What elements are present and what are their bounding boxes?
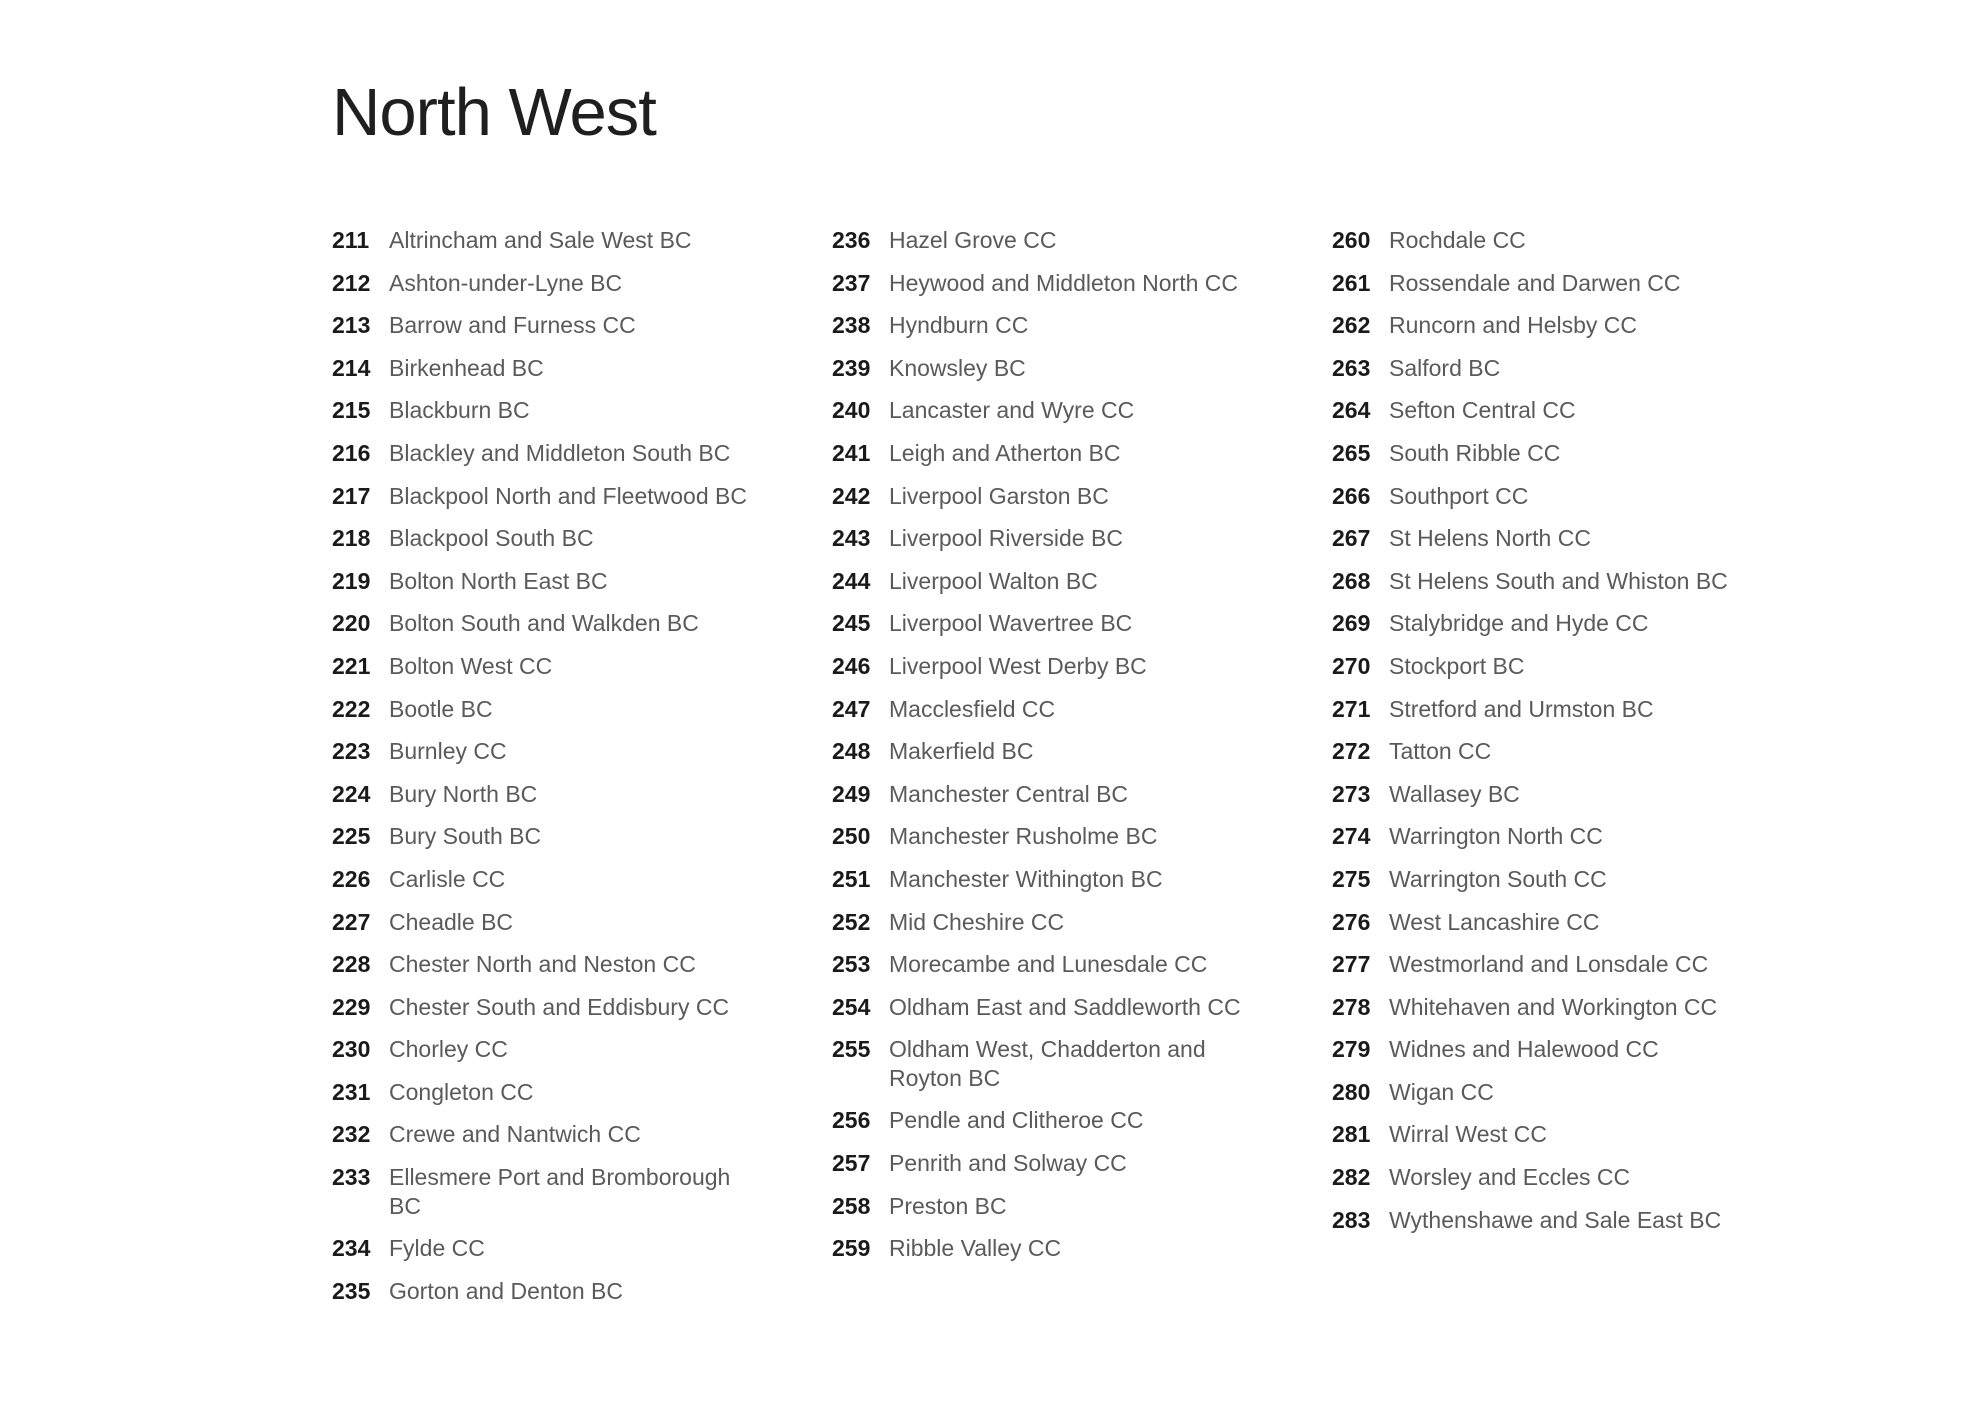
constituency-name: Rossendale and Darwen CC <box>1389 269 1681 296</box>
constituency-number: 229 <box>332 993 371 1020</box>
constituency-number: 211 <box>332 227 370 253</box>
list-item <box>832 865 1312 894</box>
constituency-number: 217 <box>332 482 371 509</box>
list-item <box>332 822 812 851</box>
constituency-number: 255 <box>832 1036 871 1063</box>
constituency-name: Bury South BC <box>389 823 542 850</box>
constituency-number: 260 <box>1332 227 1371 253</box>
list-item <box>832 609 1312 638</box>
constituency-number: 214 <box>332 354 371 381</box>
list-item <box>332 737 812 766</box>
constituency-number: 279 <box>1332 1036 1371 1063</box>
constituency-name: Birkenhead BC <box>389 354 544 381</box>
constituency-name: South Ribble CC <box>1389 439 1561 466</box>
list-item <box>1332 567 1812 596</box>
list-item <box>332 567 812 596</box>
constituency-number: 213 <box>332 312 371 339</box>
constituency-number: 228 <box>332 951 371 978</box>
constituency-number: 278 <box>1332 993 1371 1020</box>
constituency-column-2 <box>832 226 1312 1277</box>
list-item <box>332 950 812 979</box>
constituency-name: Lancaster and Wyre CC <box>889 397 1135 424</box>
list-item <box>832 396 1312 425</box>
list-item <box>1332 609 1812 638</box>
constituency-number: 230 <box>332 1036 371 1063</box>
list-item <box>832 1106 1312 1135</box>
constituency-name: Preston BC <box>889 1192 1007 1219</box>
constituency-number: 235 <box>332 1277 371 1304</box>
constituency-number: 225 <box>332 823 371 850</box>
constituency-name: Oldham West, Chadderton and Royton BC <box>889 1036 1206 1091</box>
list-item <box>832 1234 1312 1263</box>
constituency-name: Blackpool South BC <box>389 525 594 552</box>
list-item <box>832 567 1312 596</box>
list-item <box>1332 226 1812 255</box>
list-item <box>832 1149 1312 1178</box>
list-item <box>832 737 1312 766</box>
constituency-number: 268 <box>1332 567 1371 594</box>
constituency-name: Altrincham and Sale West BC <box>389 227 692 253</box>
constituency-number: 244 <box>832 567 871 594</box>
constituency-number: 261 <box>1332 269 1371 296</box>
constituency-number: 242 <box>832 482 871 509</box>
constituency-name: Carlisle CC <box>389 865 506 892</box>
list-item <box>1332 524 1812 553</box>
constituency-number: 259 <box>832 1235 871 1262</box>
constituency-number: 276 <box>1332 908 1371 935</box>
list-item <box>1332 482 1812 511</box>
constituency-name: Macclesfield CC <box>889 695 1056 722</box>
constituency-name: Blackpool North and Fleetwood BC <box>389 482 747 509</box>
constituency-name: Tatton CC <box>1389 738 1492 765</box>
constituency-number: 272 <box>1332 738 1371 765</box>
constituency-name: Cheadle BC <box>389 908 514 935</box>
list-item <box>332 524 812 553</box>
list-item <box>332 609 812 638</box>
constituency-name: Southport CC <box>1389 482 1529 509</box>
constituency-name: Pendle and Clitheroe CC <box>889 1107 1144 1134</box>
constituency-number: 280 <box>1332 1078 1371 1105</box>
list-item <box>1332 354 1812 383</box>
constituency-number: 212 <box>332 269 371 296</box>
list-item <box>332 652 812 681</box>
list-item <box>332 908 812 937</box>
constituency-number: 249 <box>832 780 871 807</box>
constituency-number: 271 <box>1332 695 1371 722</box>
list-item <box>832 993 1312 1022</box>
constituency-number: 239 <box>832 354 871 381</box>
constituency-number: 277 <box>1332 951 1371 978</box>
constituency-name: Runcorn and Helsby CC <box>1389 312 1638 339</box>
list-item <box>332 1035 812 1064</box>
constituency-name: Knowsley BC <box>889 354 1026 381</box>
constituency-number: 231 <box>332 1078 371 1105</box>
constituency-name: Sefton Central CC <box>1389 397 1576 424</box>
constituency-name: St Helens North CC <box>1389 525 1591 552</box>
list-item <box>832 908 1312 937</box>
constituency-number: 265 <box>1332 439 1371 466</box>
constituency-name: Ribble Valley CC <box>889 1235 1062 1262</box>
constituency-name: Liverpool Wavertree BC <box>889 610 1133 637</box>
list-item <box>1332 1206 1812 1235</box>
list-item <box>1332 1163 1812 1192</box>
list-item <box>1332 908 1812 937</box>
constituency-name: Bolton North East BC <box>389 567 608 594</box>
list-item <box>332 695 812 724</box>
list-item <box>1332 1120 1812 1149</box>
list-item <box>1332 993 1812 1022</box>
constituency-name: Wythenshawe and Sale East BC <box>1389 1206 1722 1233</box>
list-item <box>332 439 812 468</box>
list-item <box>1332 396 1812 425</box>
constituency-name: Warrington North CC <box>1389 823 1603 850</box>
constituency-name: Makerfield BC <box>889 738 1034 765</box>
list-item <box>332 1120 812 1149</box>
constituency-number: 248 <box>832 738 871 765</box>
list-item <box>832 524 1312 553</box>
list-item <box>332 1078 812 1107</box>
constituency-name: Chorley CC <box>389 1036 508 1063</box>
list-item <box>832 354 1312 383</box>
list-item <box>332 311 812 340</box>
constituency-name: St Helens South and Whiston BC <box>1389 567 1728 594</box>
constituency-name: Blackburn BC <box>389 397 530 424</box>
constituency-number: 247 <box>832 695 871 722</box>
constituency-number: 240 <box>832 397 871 424</box>
constituency-name: Liverpool West Derby BC <box>889 652 1147 679</box>
constituency-name: Manchester Central BC <box>889 780 1129 807</box>
constituency-number: 216 <box>332 439 371 466</box>
constituency-name: Hyndburn CC <box>889 312 1029 339</box>
list-item <box>832 311 1312 340</box>
constituency-number: 243 <box>832 525 871 552</box>
constituency-name: Warrington South CC <box>1389 865 1607 892</box>
constituency-number: 254 <box>832 993 871 1020</box>
list-item <box>332 226 812 255</box>
constituency-number: 282 <box>1332 1164 1371 1191</box>
constituency-number: 274 <box>1332 823 1371 850</box>
constituency-number: 253 <box>832 951 871 978</box>
constituency-name: Whitehaven and Workington CC <box>1389 993 1718 1020</box>
constituency-name: Oldham East and Saddleworth CC <box>889 993 1241 1020</box>
list-item <box>1332 1078 1812 1107</box>
constituency-name: Liverpool Riverside BC <box>889 525 1123 552</box>
constituency-name: Mid Cheshire CC <box>889 908 1065 935</box>
constituency-number: 266 <box>1332 482 1371 509</box>
constituency-name: Fylde CC <box>389 1235 485 1262</box>
constituency-name: Crewe and Nantwich CC <box>389 1121 641 1148</box>
constituency-number: 252 <box>832 908 871 935</box>
list-item <box>332 354 812 383</box>
constituency-name: Blackley and Middleton South BC <box>389 439 731 466</box>
list-item <box>1332 695 1812 724</box>
list-item <box>1332 780 1812 809</box>
constituency-name: Rochdale CC <box>1389 227 1526 253</box>
constituency-name: Bootle BC <box>389 695 493 722</box>
constituency-number: 262 <box>1332 312 1371 339</box>
constituency-number: 258 <box>832 1192 871 1219</box>
list-item <box>1332 950 1812 979</box>
constituency-name: Salford BC <box>1389 354 1501 381</box>
constituency-name: Bury North BC <box>389 780 538 807</box>
constituency-name: Worsley and Eccles CC <box>1389 1164 1631 1191</box>
constituency-number: 257 <box>832 1149 871 1176</box>
constituency-number: 264 <box>1332 397 1371 424</box>
constituency-number: 251 <box>832 865 871 892</box>
constituency-name: Gorton and Denton BC <box>389 1277 623 1304</box>
constituency-name: Manchester Withington BC <box>889 865 1163 892</box>
constituency-number: 219 <box>332 567 371 594</box>
constituency-name: Liverpool Walton BC <box>889 567 1098 594</box>
constituency-name: Heywood and Middleton North CC <box>889 269 1239 296</box>
constituency-name: Morecambe and Lunesdale CC <box>889 951 1208 978</box>
list-item <box>832 652 1312 681</box>
constituency-column-1 <box>332 226 812 1319</box>
constituency-number: 273 <box>1332 780 1371 807</box>
constituency-name: Bolton West CC <box>389 652 553 679</box>
list-item <box>332 1234 812 1263</box>
constituency-number: 256 <box>832 1107 871 1134</box>
list-item <box>332 1163 812 1220</box>
list-item <box>832 695 1312 724</box>
constituency-name: Hazel Grove CC <box>889 227 1057 253</box>
list-item <box>832 950 1312 979</box>
constituency-name: Westmorland and Lonsdale CC <box>1389 951 1709 978</box>
list-item <box>1332 822 1812 851</box>
constituency-number: 221 <box>332 652 371 679</box>
constituency-name: Penrith and Solway CC <box>889 1149 1127 1176</box>
constituency-name: Stretford and Urmston BC <box>1389 695 1654 722</box>
list-item <box>332 780 812 809</box>
constituency-number: 236 <box>832 227 871 253</box>
constituency-number: 226 <box>332 865 371 892</box>
constituency-name: Wallasey BC <box>1389 780 1520 807</box>
constituency-name: Liverpool Garston BC <box>889 482 1109 509</box>
list-item <box>832 482 1312 511</box>
list-item <box>1332 1035 1812 1064</box>
constituency-number: 218 <box>332 525 371 552</box>
constituency-name: Wirral West CC <box>1389 1121 1548 1148</box>
constituency-number: 270 <box>1332 652 1371 679</box>
list-item <box>332 396 812 425</box>
constituency-number: 275 <box>1332 865 1371 892</box>
list-item <box>832 226 1312 255</box>
constituency-number: 223 <box>332 738 371 765</box>
list-item <box>332 993 812 1022</box>
constituency-number: 283 <box>1332 1206 1371 1233</box>
constituency-name: Chester North and Neston CC <box>389 951 696 978</box>
constituency-number: 263 <box>1332 354 1371 381</box>
list-item <box>332 1277 812 1306</box>
constituency-name: Stockport BC <box>1389 652 1525 679</box>
constituency-number: 250 <box>832 823 871 850</box>
list-item <box>1332 865 1812 894</box>
list-item <box>1332 737 1812 766</box>
constituency-number: 238 <box>832 312 871 339</box>
list-item <box>1332 311 1812 340</box>
list-item <box>1332 269 1812 298</box>
constituency-number: 220 <box>332 610 371 637</box>
constituency-name: Barrow and Furness CC <box>389 312 636 339</box>
list-item <box>832 1192 1312 1221</box>
constituency-number: 267 <box>1332 525 1371 552</box>
list-item <box>832 822 1312 851</box>
constituency-number: 215 <box>332 397 371 424</box>
constituency-name: Widnes and Halewood CC <box>1389 1036 1659 1063</box>
list-item <box>832 1035 1312 1092</box>
constituency-number: 222 <box>332 695 371 722</box>
constituency-name: Ashton-under-Lyne BC <box>389 269 623 296</box>
constituency-column-3 <box>1332 226 1812 1248</box>
constituency-name: Manchester Rusholme BC <box>889 823 1158 850</box>
list-item <box>832 439 1312 468</box>
constituency-number: 227 <box>332 908 371 935</box>
list-item <box>332 482 812 511</box>
constituency-number: 246 <box>832 652 871 679</box>
constituency-name: Wigan CC <box>1389 1078 1494 1105</box>
constituency-number: 281 <box>1332 1121 1371 1148</box>
list-item <box>832 269 1312 298</box>
list-item <box>1332 439 1812 468</box>
constituency-name: Leigh and Atherton BC <box>889 439 1121 466</box>
constituency-name: Congleton CC <box>389 1078 534 1105</box>
constituency-number: 232 <box>332 1121 371 1148</box>
constituency-number: 269 <box>1332 610 1371 637</box>
list-item <box>332 865 812 894</box>
constituency-number: 234 <box>332 1235 371 1262</box>
constituency-name: West Lancashire CC <box>1389 908 1600 935</box>
constituency-name: Burnley CC <box>389 738 507 765</box>
constituency-number: 237 <box>832 269 871 296</box>
page-title: North West <box>332 75 656 150</box>
list-item <box>832 780 1312 809</box>
constituency-number: 245 <box>832 610 871 637</box>
constituency-number: 233 <box>332 1164 371 1191</box>
constituency-number: 241 <box>832 439 871 466</box>
constituency-name: Stalybridge and Hyde CC <box>1389 610 1649 637</box>
constituency-name: Ellesmere Port and Bromborough BC <box>389 1164 731 1219</box>
list-item <box>1332 652 1812 681</box>
constituency-number: 224 <box>332 780 371 807</box>
list-item <box>332 269 812 298</box>
constituency-name: Bolton South and Walkden BC <box>389 610 699 637</box>
constituency-name: Chester South and Eddisbury CC <box>389 993 730 1020</box>
